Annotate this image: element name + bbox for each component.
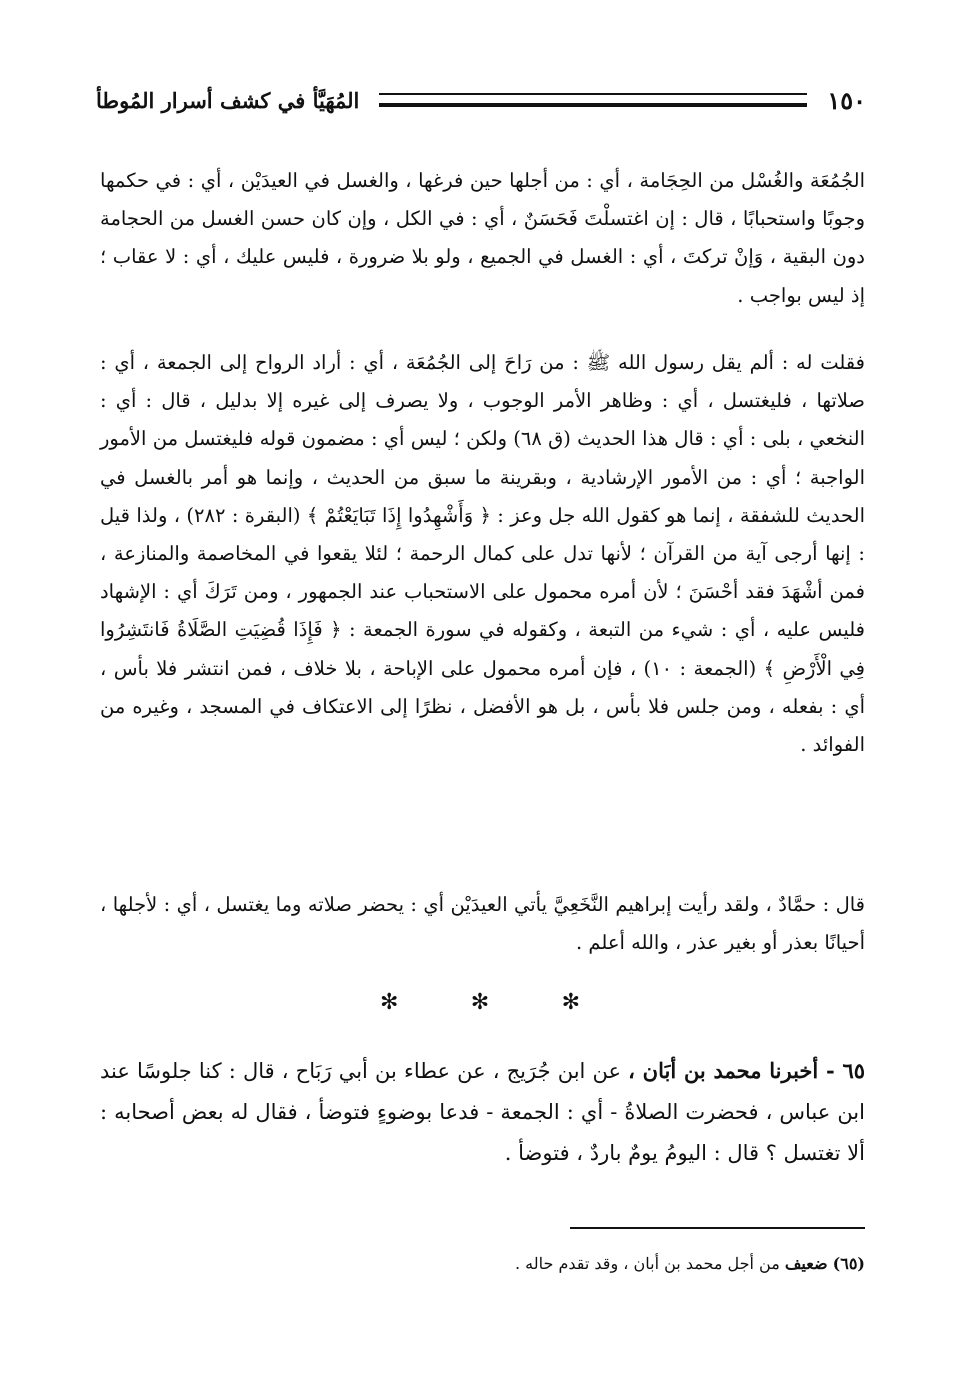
paragraph-1 bbox=[100, 162, 865, 315]
paragraph-3 bbox=[100, 886, 865, 962]
footnote bbox=[100, 1250, 865, 1278]
running-title: المُهَيَّأ في كشف أسرار المُوطأ bbox=[96, 87, 360, 113]
footnote-rule bbox=[570, 1227, 865, 1229]
separator-star-icon: ✻ bbox=[380, 990, 399, 1015]
hadith-65-chain-lead: ٦٥ - أخبرنا محمد بن أبَان ، bbox=[628, 1058, 866, 1083]
header-rule bbox=[379, 93, 807, 107]
footnote-text: من أجل محمد بن أبان ، وقد تقدم حاله . bbox=[514, 1254, 780, 1273]
paragraph-2-text: فقلت له : ألم يقل رسول الله ﷺ : من رَاحَ إلى الجُمُعَة ، أي : أراد الرواح إلى الجمعة ، أي : صلاتها ، فليغتسل ، أي : وظاهر الأمر الوجوب ، ولا يصرف إلى غيره إلا بدليل ، قال : أي : النخعي ، بلى : أي : قال هذا الحديث (ق ٦٨) ولكن ؛ ليس أي : مضمون قوله فليغتسل من الأمور الواجبة ؛ أي : من الأمور الإرشادية ، وبقرينة ما سبق من الحديث ، وإنما هو أمر بالغسل في الحديث للشفقة ، إنما هو كقول الله جل وعز : ﴿ وَأَشْهِدُوا إِذَا تَبَايَعْتُمْ ﴾ (البقرة : ٢٨٢) ، ولذا قيل : إنها أرجى آية من القرآن ؛ لأنها تدل على كمال الرحمة ؛ لئلا يقعوا في المخاصمة والمنازعة ، فمن أشْهَدَ فقد أحْسَنَ ؛ لأن أمره محمول على الاستحباب عند الجمهور ، ومن تَرَكَ أي : الإشهاد فليس عليه ، أي : شيء من التبعة ، وكقوله في سورة الجمعة : ﴿ فَإِذَا قُضِيَتِ الصَّلَاةُ فَانتَشِرُوا فِي الْأَرْضِ ﴾ (الجمعة : ١٠) ، فإن أمره محمول على الإباحة ، بلا خلاف ، فمن انتشر فلا بأس ، أي : بفعله ، ومن جلس فلا بأس ، بل هو الأفضل ، نظرًا إلى الاعتكاف في المسجد ، وغيره من الفوائد . bbox=[100, 351, 865, 757]
separator-star-icon: ✻ bbox=[470, 990, 490, 1015]
paragraph-1-text: الجُمُعَة والغُسْل من الحِجَامة ، أي : من أجلها حين فرغها ، والغسل في العيدَيْن ، أي : في حكمها وجوبًا واستحبابًا ، قال : إن اغتسلْتَ فَحَسَنٌ ، أي : في الكل ، وإن كان حسن الغسل من الحجامة دون البقية ، وَإنْ تركتَ ، أي : الغسل في الجميع ، ولو بلا ضرورة ، فليس عليك ، أي : لا عقاب ؛ إذ ليس بواجب . bbox=[100, 169, 865, 307]
separator-star-icon: ✻ bbox=[561, 990, 580, 1015]
footnote-grade: ضعيف bbox=[784, 1254, 828, 1273]
page-number: ١٥٠ bbox=[827, 85, 866, 115]
hadith-65-body: عن ابن جُرَيج ، عن عطاء بن أبي رَبَاح ، قال : كنا جلوسًا عند ابن عباس ، فحضرت الصلاةُ - أي : الجمعة - فدعا بوضوءٍ فتوضأ ، فقال له بعض أصحابه : ألا تغتسل ؟ قال : اليومُ يومٌ باردٌ ، فتوضأ . bbox=[100, 1059, 865, 1165]
hadith-65 bbox=[100, 1050, 865, 1174]
hadith-65-text bbox=[100, 1050, 865, 1174]
paragraph-3-text: قال : حمَّادٌ ، ولقد رأيت إبراهيم النَّخَعِيَّ يأتي العيدَيْن أي : يحضر صلاته وما يغتسل ، أي : لأجلها ، أحيانًا بعذر أو بغير عذر ، والله أعلم . bbox=[100, 893, 865, 955]
section-separator bbox=[380, 990, 580, 1015]
footnote-number: (٦٥) bbox=[832, 1254, 865, 1273]
page-header bbox=[96, 78, 866, 122]
paragraph-2 bbox=[100, 344, 865, 764]
